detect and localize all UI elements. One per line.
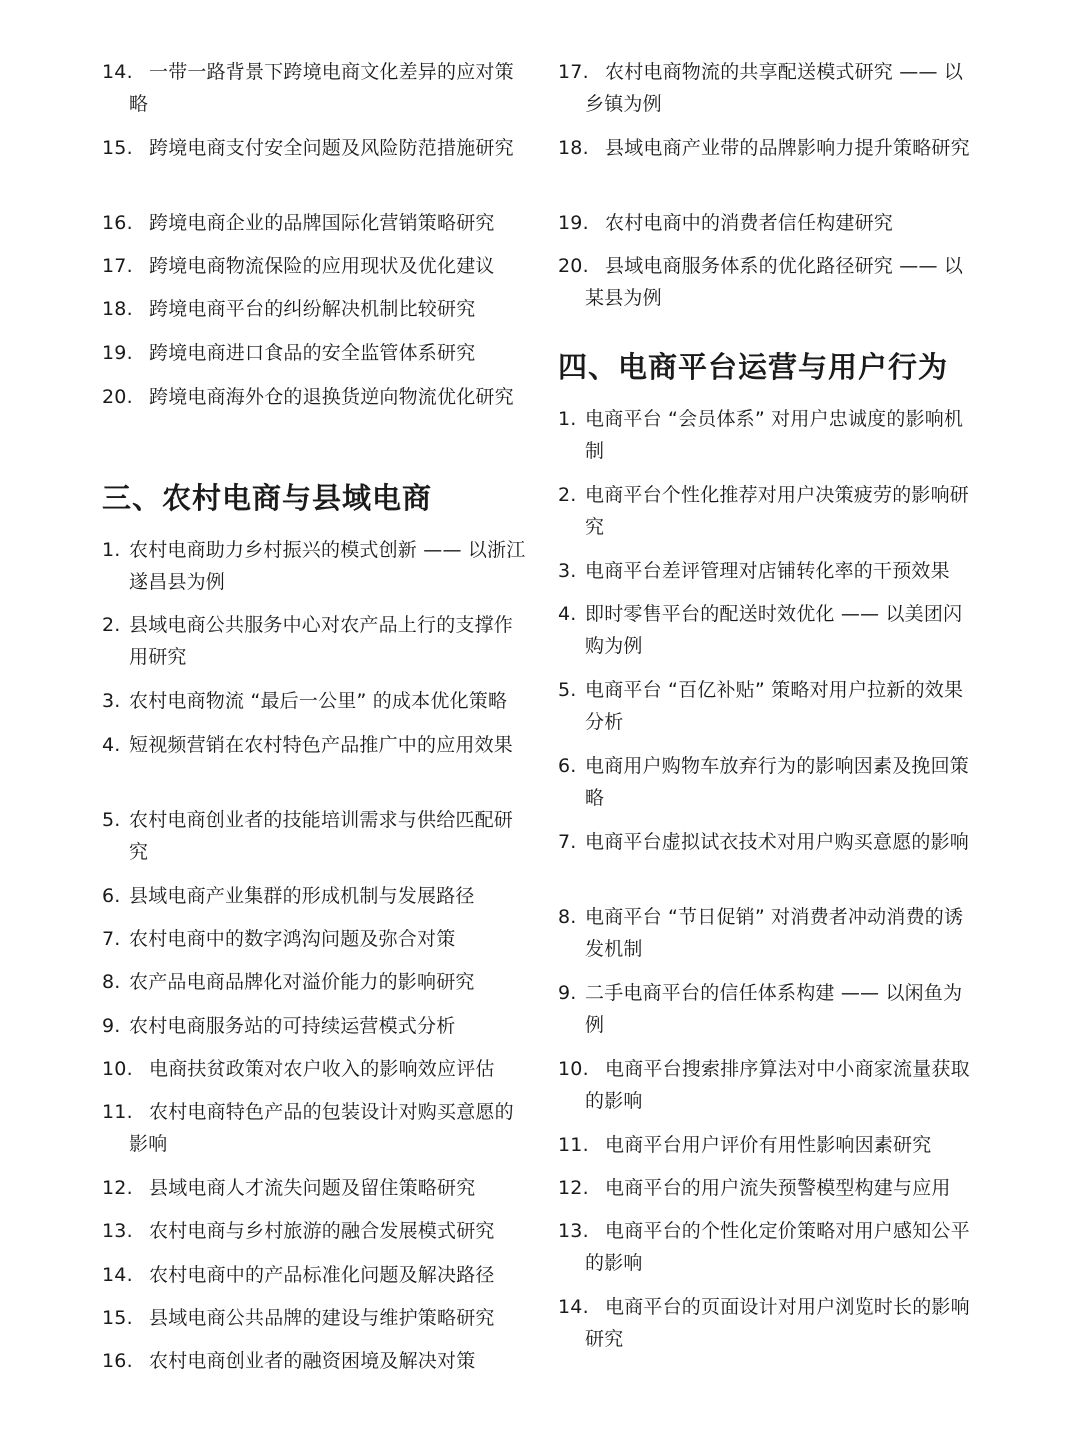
list-item bbox=[102, 1010, 532, 1042]
item-text: 电商平台差评管理对店铺转化率的干预效果 bbox=[585, 560, 950, 582]
list-item bbox=[102, 923, 532, 955]
item-number: 12. bbox=[558, 1177, 589, 1199]
item-number: 7. bbox=[558, 831, 577, 853]
list-item bbox=[102, 1096, 532, 1160]
item-number: 2. bbox=[558, 484, 577, 506]
list-item bbox=[558, 403, 978, 467]
item-number: 13. bbox=[558, 1220, 589, 1242]
item-text: 电商平台 “节日促销” 对消费者冲动消费的诱发机制 bbox=[585, 906, 964, 960]
item-number: 6. bbox=[102, 885, 121, 907]
list-item bbox=[558, 132, 978, 164]
item-text: 县域电商服务体系的优化路径研究 —— 以某县为例 bbox=[585, 255, 964, 309]
item-number: 7. bbox=[102, 928, 121, 950]
list-item bbox=[102, 609, 532, 673]
list-item bbox=[102, 966, 532, 998]
item-number: 14. bbox=[102, 1264, 133, 1286]
list-item bbox=[102, 132, 532, 164]
item-number: 17. bbox=[558, 61, 589, 83]
list-item bbox=[102, 534, 532, 598]
item-number: 4. bbox=[558, 603, 577, 625]
list-item bbox=[558, 479, 978, 543]
list-item bbox=[558, 207, 978, 239]
item-number: 2. bbox=[102, 614, 121, 636]
item-number: 10. bbox=[558, 1058, 589, 1080]
item-number: 19. bbox=[102, 342, 133, 364]
item-number: 5. bbox=[558, 679, 577, 701]
list-item bbox=[102, 1259, 532, 1291]
item-text: 电商平台用户评价有用性影响因素研究 bbox=[605, 1134, 932, 1156]
item-text: 县域电商产业集群的形成机制与发展路径 bbox=[129, 885, 475, 907]
item-text: 县域电商公共品牌的建设与维护策略研究 bbox=[149, 1307, 495, 1329]
item-text: 电商平台虚拟试衣技术对用户购买意愿的影响 bbox=[585, 831, 970, 853]
item-text: 农村电商与乡村旅游的融合发展模式研究 bbox=[149, 1220, 495, 1242]
list-item bbox=[102, 1215, 532, 1247]
item-text: 农村电商助力乡村振兴的模式创新 —— 以浙江遂昌县为例 bbox=[129, 539, 526, 593]
item-text: 电商平台 “会员体系” 对用户忠诚度的影响机制 bbox=[585, 408, 964, 462]
item-number: 5. bbox=[102, 809, 121, 831]
item-number: 12. bbox=[102, 1177, 133, 1199]
item-text: 农村电商创业者的融资困境及解决对策 bbox=[149, 1350, 476, 1372]
list-item bbox=[102, 207, 532, 239]
item-number: 1. bbox=[102, 539, 121, 561]
item-text: 电商扶贫政策对农户收入的影响效应评估 bbox=[149, 1058, 495, 1080]
item-number: 16. bbox=[102, 212, 133, 234]
item-text: 农村电商特色产品的包装设计对购买意愿的影响 bbox=[129, 1101, 514, 1155]
list-item bbox=[102, 381, 532, 413]
list-item bbox=[102, 337, 532, 369]
list-item bbox=[102, 250, 532, 282]
item-number: 13. bbox=[102, 1220, 133, 1242]
item-number: 18. bbox=[558, 137, 589, 159]
item-text: 电商平台的个性化定价策略对用户感知公平的影响 bbox=[585, 1220, 970, 1274]
item-text: 二手电商平台的信任体系构建 —— 以闲鱼为例 bbox=[585, 982, 963, 1036]
item-text: 跨境电商平台的纠纷解决机制比较研究 bbox=[149, 298, 476, 320]
item-text: 农村电商物流 “最后一公里” 的成本优化策略 bbox=[129, 690, 508, 712]
item-number: 9. bbox=[558, 982, 577, 1004]
list-item bbox=[558, 555, 978, 587]
item-number: 20. bbox=[558, 255, 589, 277]
list-item bbox=[102, 293, 532, 325]
list-item bbox=[558, 750, 978, 814]
item-number: 9. bbox=[102, 1015, 121, 1037]
item-text: 电商平台搜索排序算法对中小商家流量获取的影响 bbox=[585, 1058, 970, 1112]
item-number: 14. bbox=[558, 1296, 589, 1318]
list-item bbox=[558, 674, 978, 738]
list-item bbox=[558, 977, 978, 1041]
item-text: 电商平台个性化推荐对用户决策疲劳的影响研究 bbox=[585, 484, 970, 538]
item-text: 农村电商中的产品标准化问题及解决路径 bbox=[149, 1264, 495, 1286]
item-text: 电商用户购物车放弃行为的影响因素及挽回策略 bbox=[585, 755, 970, 809]
item-text: 一带一路背景下跨境电商文化差异的应对策略 bbox=[129, 61, 514, 115]
section-heading: 四、电商平台运营与用户行为 bbox=[558, 350, 949, 384]
item-number: 1. bbox=[558, 408, 577, 430]
item-text: 跨境电商支付安全问题及风险防范措施研究 bbox=[149, 137, 514, 159]
item-number: 20. bbox=[102, 386, 133, 408]
item-text: 县域电商公共服务中心对农产品上行的支撑作用研究 bbox=[129, 614, 514, 668]
item-text: 电商平台的用户流失预警模型构建与应用 bbox=[605, 1177, 951, 1199]
list-item bbox=[558, 598, 978, 662]
item-number: 11. bbox=[102, 1101, 133, 1123]
item-text: 农产品电商品牌化对溢价能力的影响研究 bbox=[129, 971, 475, 993]
item-number: 3. bbox=[558, 560, 577, 582]
item-text: 农村电商服务站的可持续运营模式分析 bbox=[129, 1015, 456, 1037]
item-text: 电商平台 “百亿补贴” 策略对用户拉新的效果分析 bbox=[585, 679, 964, 733]
item-text: 跨境电商企业的品牌国际化营销策略研究 bbox=[149, 212, 495, 234]
list-item bbox=[558, 56, 978, 120]
item-text: 即时零售平台的配送时效优化 —— 以美团闪购为例 bbox=[585, 603, 963, 657]
item-number: 15. bbox=[102, 137, 133, 159]
list-item bbox=[102, 880, 532, 912]
list-item bbox=[558, 1215, 978, 1279]
item-number: 4. bbox=[102, 734, 121, 756]
item-text: 农村电商中的数字鸿沟问题及弥合对策 bbox=[129, 928, 456, 950]
list-item bbox=[102, 1172, 532, 1204]
list-item bbox=[558, 1291, 978, 1355]
list-item bbox=[558, 1129, 978, 1161]
item-number: 17. bbox=[102, 255, 133, 277]
list-item bbox=[558, 1053, 978, 1117]
list-item bbox=[102, 729, 532, 761]
list-item bbox=[102, 56, 532, 120]
item-number: 8. bbox=[558, 906, 577, 928]
item-text: 县域电商产业带的品牌影响力提升策略研究 bbox=[605, 137, 970, 159]
item-text: 跨境电商物流保险的应用现状及优化建议 bbox=[149, 255, 495, 277]
item-number: 8. bbox=[102, 971, 121, 993]
item-number: 3. bbox=[102, 690, 121, 712]
section-heading: 三、农村电商与县域电商 bbox=[102, 481, 433, 515]
item-number: 16. bbox=[102, 1350, 133, 1372]
item-number: 19. bbox=[558, 212, 589, 234]
list-item bbox=[558, 901, 978, 965]
item-number: 18. bbox=[102, 298, 133, 320]
item-text: 县域电商人才流失问题及留住策略研究 bbox=[149, 1177, 476, 1199]
item-number: 15. bbox=[102, 1307, 133, 1329]
item-number: 14. bbox=[102, 61, 133, 83]
item-text: 跨境电商海外仓的退换货逆向物流优化研究 bbox=[149, 386, 514, 408]
list-item bbox=[102, 685, 532, 717]
list-item bbox=[558, 250, 978, 314]
list-item bbox=[102, 804, 532, 868]
item-text: 短视频营销在农村特色产品推广中的应用效果 bbox=[129, 734, 514, 756]
item-number: 6. bbox=[558, 755, 577, 777]
list-item bbox=[558, 826, 978, 858]
item-number: 10. bbox=[102, 1058, 133, 1080]
item-text: 电商平台的页面设计对用户浏览时长的影响研究 bbox=[585, 1296, 970, 1350]
list-item bbox=[102, 1302, 532, 1334]
list-item bbox=[102, 1345, 532, 1377]
item-text: 农村电商物流的共享配送模式研究 —— 以乡镇为例 bbox=[585, 61, 964, 115]
item-text: 农村电商创业者的技能培训需求与供给匹配研究 bbox=[129, 809, 514, 863]
item-text: 农村电商中的消费者信任构建研究 bbox=[605, 212, 894, 234]
item-number: 11. bbox=[558, 1134, 589, 1156]
list-item bbox=[102, 1053, 532, 1085]
list-item bbox=[558, 1172, 978, 1204]
item-text: 跨境电商进口食品的安全监管体系研究 bbox=[149, 342, 476, 364]
